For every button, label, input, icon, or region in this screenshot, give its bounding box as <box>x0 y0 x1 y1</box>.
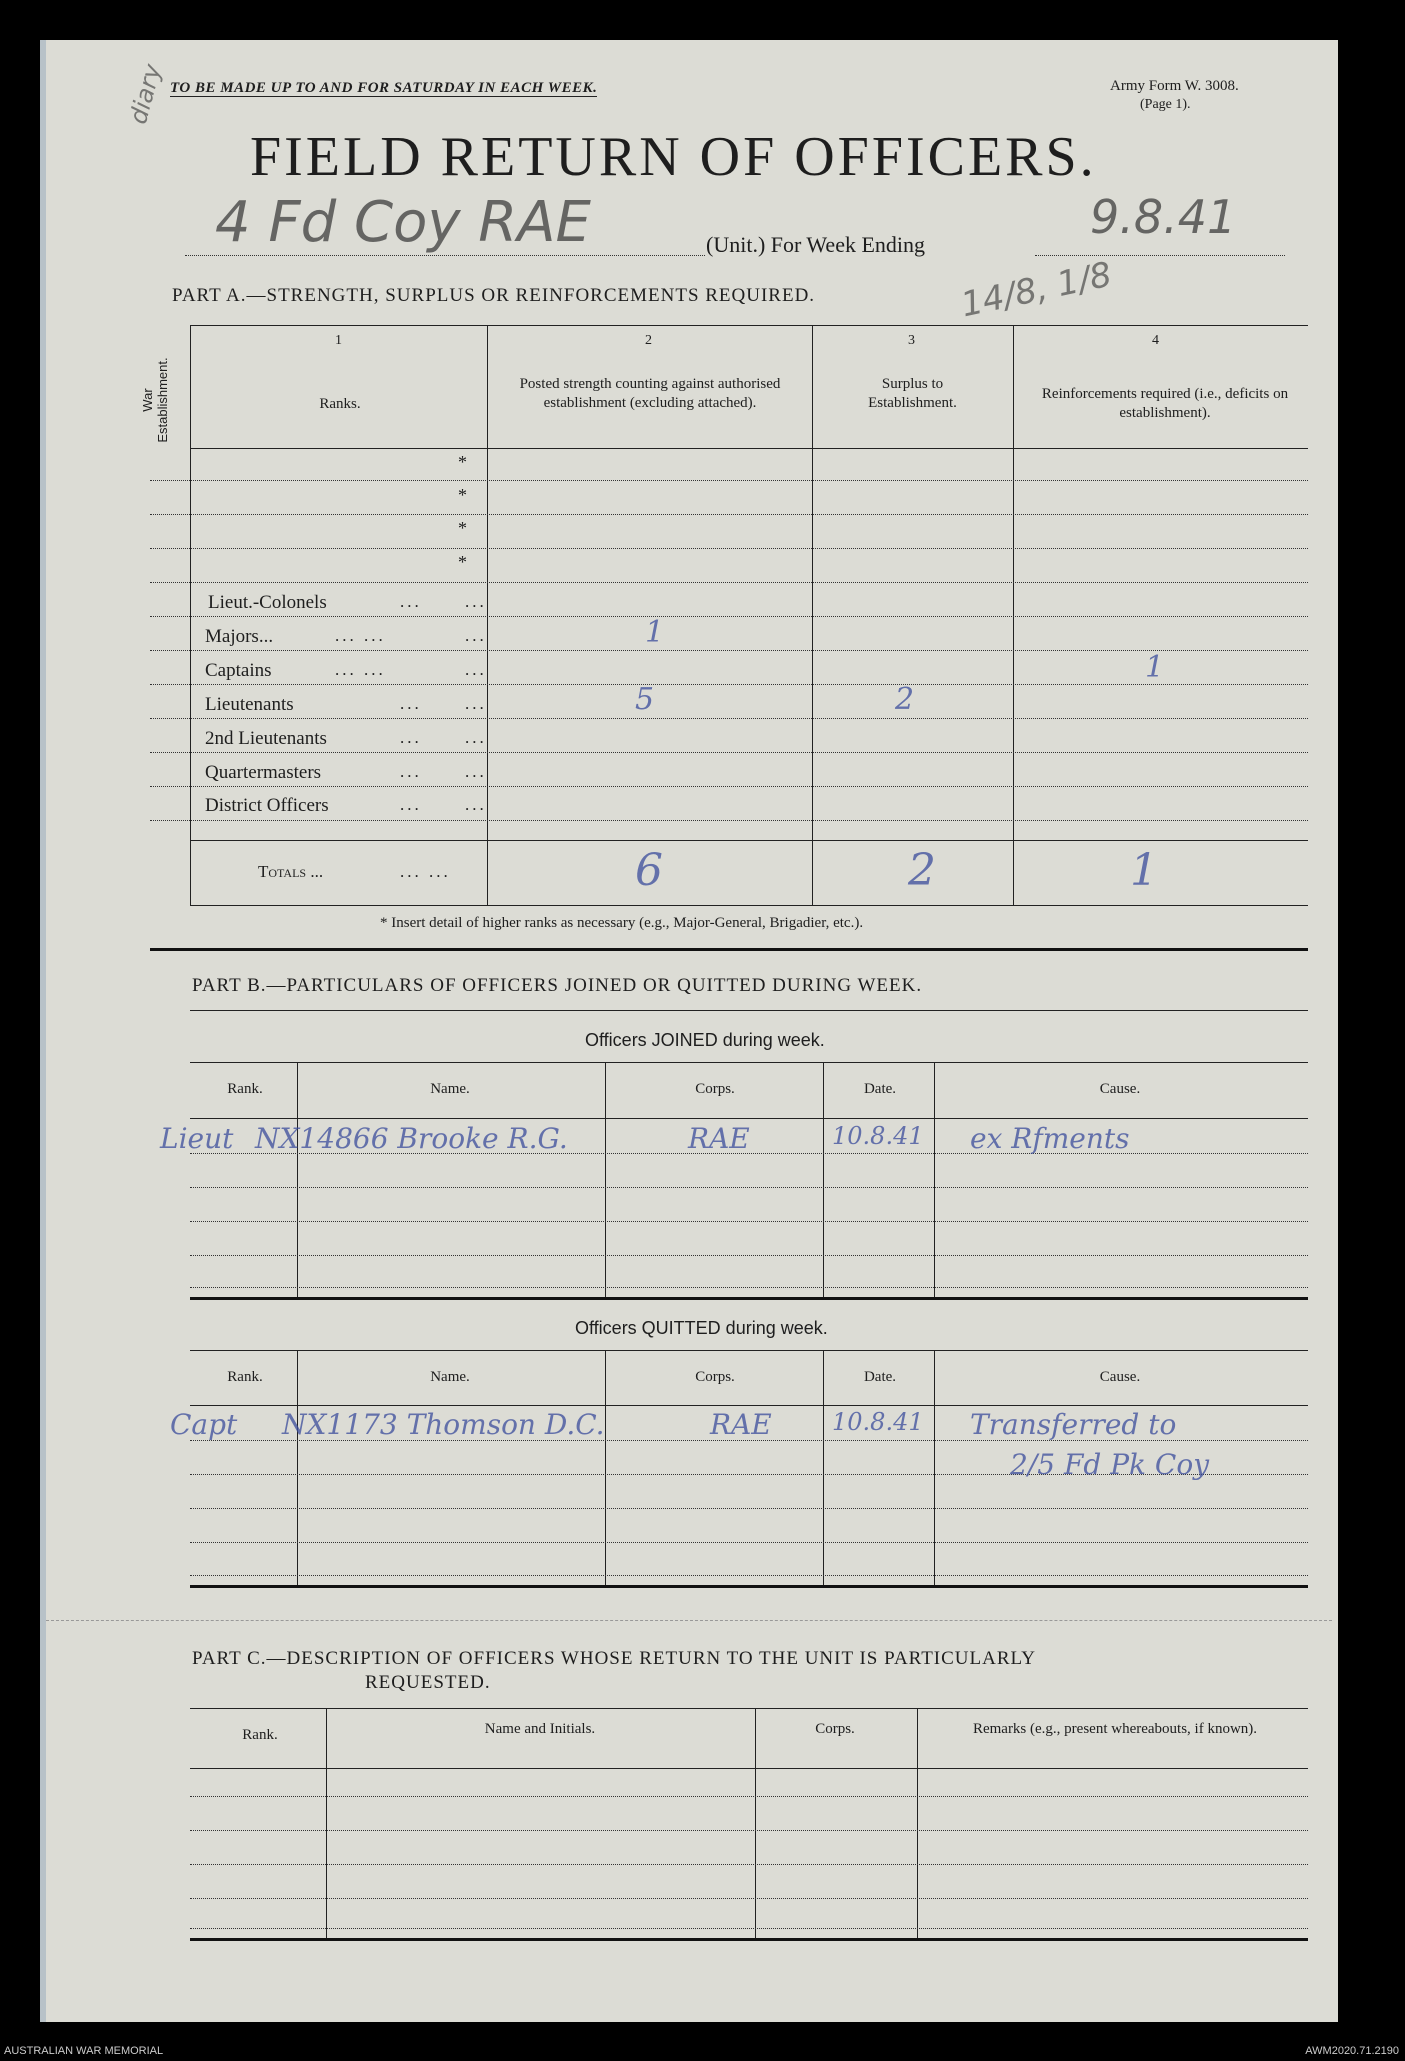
joined-date: 10.8.41 <box>832 1122 924 1150</box>
unit-label: (Unit.) For Week Ending <box>706 232 926 257</box>
joined-rank: Lieut <box>160 1122 234 1155</box>
quitted-col-date: Date. <box>863 1369 897 1385</box>
part-a-totals-rule <box>190 840 1308 841</box>
quitted-corps: RAE <box>710 1408 772 1441</box>
rank-lieutenants: Lieutenants <box>205 694 294 715</box>
col-number-3: 3 <box>908 333 915 348</box>
page-title: FIELD RETURN OF OFFICERS. <box>250 126 1097 188</box>
quitted-col-cause: Cause. <box>1099 1369 1141 1385</box>
captains-reinforcements-value: 1 <box>1145 650 1165 685</box>
joined-col-corps: Corps. <box>695 1081 735 1097</box>
part-b-heading: PART B.—PARTICULARS OF OFFICERS JOINED OR QUITTED DURING WEEK. <box>192 975 923 996</box>
quitted-name: NX1173 Thomson D.C. <box>282 1408 605 1441</box>
margin-note: diary <box>123 61 167 127</box>
rank-majors: Majors... <box>205 626 274 647</box>
header-surplus: Surplus to Establishment. <box>868 376 957 411</box>
archive-id: AWM2020.71.2190 <box>1305 2045 1399 2057</box>
quitted-end-rule <box>190 1585 1308 1588</box>
archive-name: AUSTRALIAN WAR MEMORIAL <box>4 2045 164 2057</box>
majors-posted-value: 1 <box>645 615 665 650</box>
quitted-rank: Capt <box>170 1408 238 1441</box>
totals-posted-value: 6 <box>635 845 663 896</box>
joined-cause: ex Rfments <box>970 1122 1130 1155</box>
quitted-title: Officers QUITTED during week. <box>575 1318 828 1338</box>
joined-top-rule <box>190 1062 1308 1063</box>
joined-col-date: Date. <box>863 1081 897 1097</box>
rank-captains: Captains <box>205 660 272 681</box>
perforation-line <box>46 1620 1332 1621</box>
week-ending-handwritten: 9.8.41 <box>1090 190 1237 244</box>
joined-col-cause: Cause. <box>1099 1081 1141 1097</box>
week-ending-dotted-line <box>1035 255 1285 256</box>
joined-end-rule <box>190 1297 1308 1300</box>
rank-quartermasters: Quartermasters <box>205 762 322 783</box>
page-label: (Page 1). <box>1140 97 1191 112</box>
part-c-col-rank: Rank. <box>242 1727 278 1743</box>
instruction-text: TO BE MADE UP TO AND FOR SATURDAY IN EACH WEEK. <box>170 80 598 96</box>
quitted-col-name: Name. <box>430 1369 470 1385</box>
joined-name: NX14866 Brooke R.G. <box>255 1122 568 1155</box>
part-c-col-remarks: Remarks (e.g., present whereabouts, if known). <box>972 1721 1258 1737</box>
col-number-4: 4 <box>1152 333 1159 348</box>
form-number: Army Form W. 3008. <box>1110 78 1239 94</box>
joined-title: Officers JOINED during week. <box>585 1030 825 1050</box>
part-c-col-name: Name and Initials. <box>484 1721 596 1737</box>
archive-footer <box>0 2043 1405 2061</box>
quitted-col-corps: Corps. <box>695 1369 735 1385</box>
part-c-end-rule <box>190 1938 1308 1941</box>
header-posted: Posted strength counting against authorised establishment (excluding attached). <box>519 376 781 411</box>
part-a-end-rule <box>150 948 1308 951</box>
quitted-col-rank: Rank. <box>227 1369 263 1385</box>
war-establishment-label: War Establishment. <box>140 357 170 443</box>
part-c-col-corps: Corps. <box>815 1721 855 1737</box>
unit-handwritten: 4 Fd Coy RAE <box>215 190 591 255</box>
rank-district-officers: District Officers <box>205 795 329 816</box>
part-a-footnote: * Insert detail of higher ranks as necessary (e.g., Major-General, Brigadier, etc.). <box>380 915 864 931</box>
joined-col-rank: Rank. <box>227 1081 263 1097</box>
part-a-top-rule <box>190 325 1308 326</box>
header-ranks: Ranks. <box>319 396 361 412</box>
joined-corps: RAE <box>688 1122 750 1155</box>
col-number-1: 1 <box>335 333 342 348</box>
rank-lieut-colonels: Lieut.-Colonels <box>208 592 327 613</box>
part-a-heading: PART A.—STRENGTH, SURPLUS OR REINFORCEMENTS REQUIRED. <box>172 285 816 306</box>
joined-col-name: Name. <box>430 1081 470 1097</box>
quitted-cause-line-2: 2/5 Fd Pk Coy <box>1010 1448 1210 1481</box>
header-reinforcements: Reinforcements required (i.e., deficits on establishment). <box>1041 386 1289 421</box>
part-c-heading: PART C.—DESCRIPTION OF OFFICERS WHOSE RETURN TO THE UNIT IS PARTICULARLY <box>192 1648 1036 1669</box>
quitted-cause: Transferred to <box>970 1408 1177 1441</box>
totals-label: Totals ... <box>258 862 324 881</box>
instruction-line <box>170 80 597 97</box>
lieutenants-posted-value: 5 <box>635 682 655 717</box>
unit-dotted-line <box>185 255 705 256</box>
date-annotation: 14/8, 1/8 <box>957 254 1116 326</box>
part-c-top-rule <box>190 1708 1308 1709</box>
totals-surplus-value: 2 <box>908 845 936 896</box>
rank-2nd-lieutenants: 2nd Lieutenants <box>205 728 327 749</box>
part-c-heading-line-2: REQUESTED. <box>365 1672 491 1693</box>
col-number-2: 2 <box>645 333 652 348</box>
quitted-date: 10.8.41 <box>832 1408 924 1436</box>
part-a-header-rule <box>190 448 1308 449</box>
quitted-top-rule <box>190 1350 1308 1351</box>
lieutenants-surplus-value: 2 <box>895 682 915 717</box>
totals-reinforcements-value: 1 <box>1130 845 1158 896</box>
part-a-bottom-rule <box>190 905 1308 906</box>
